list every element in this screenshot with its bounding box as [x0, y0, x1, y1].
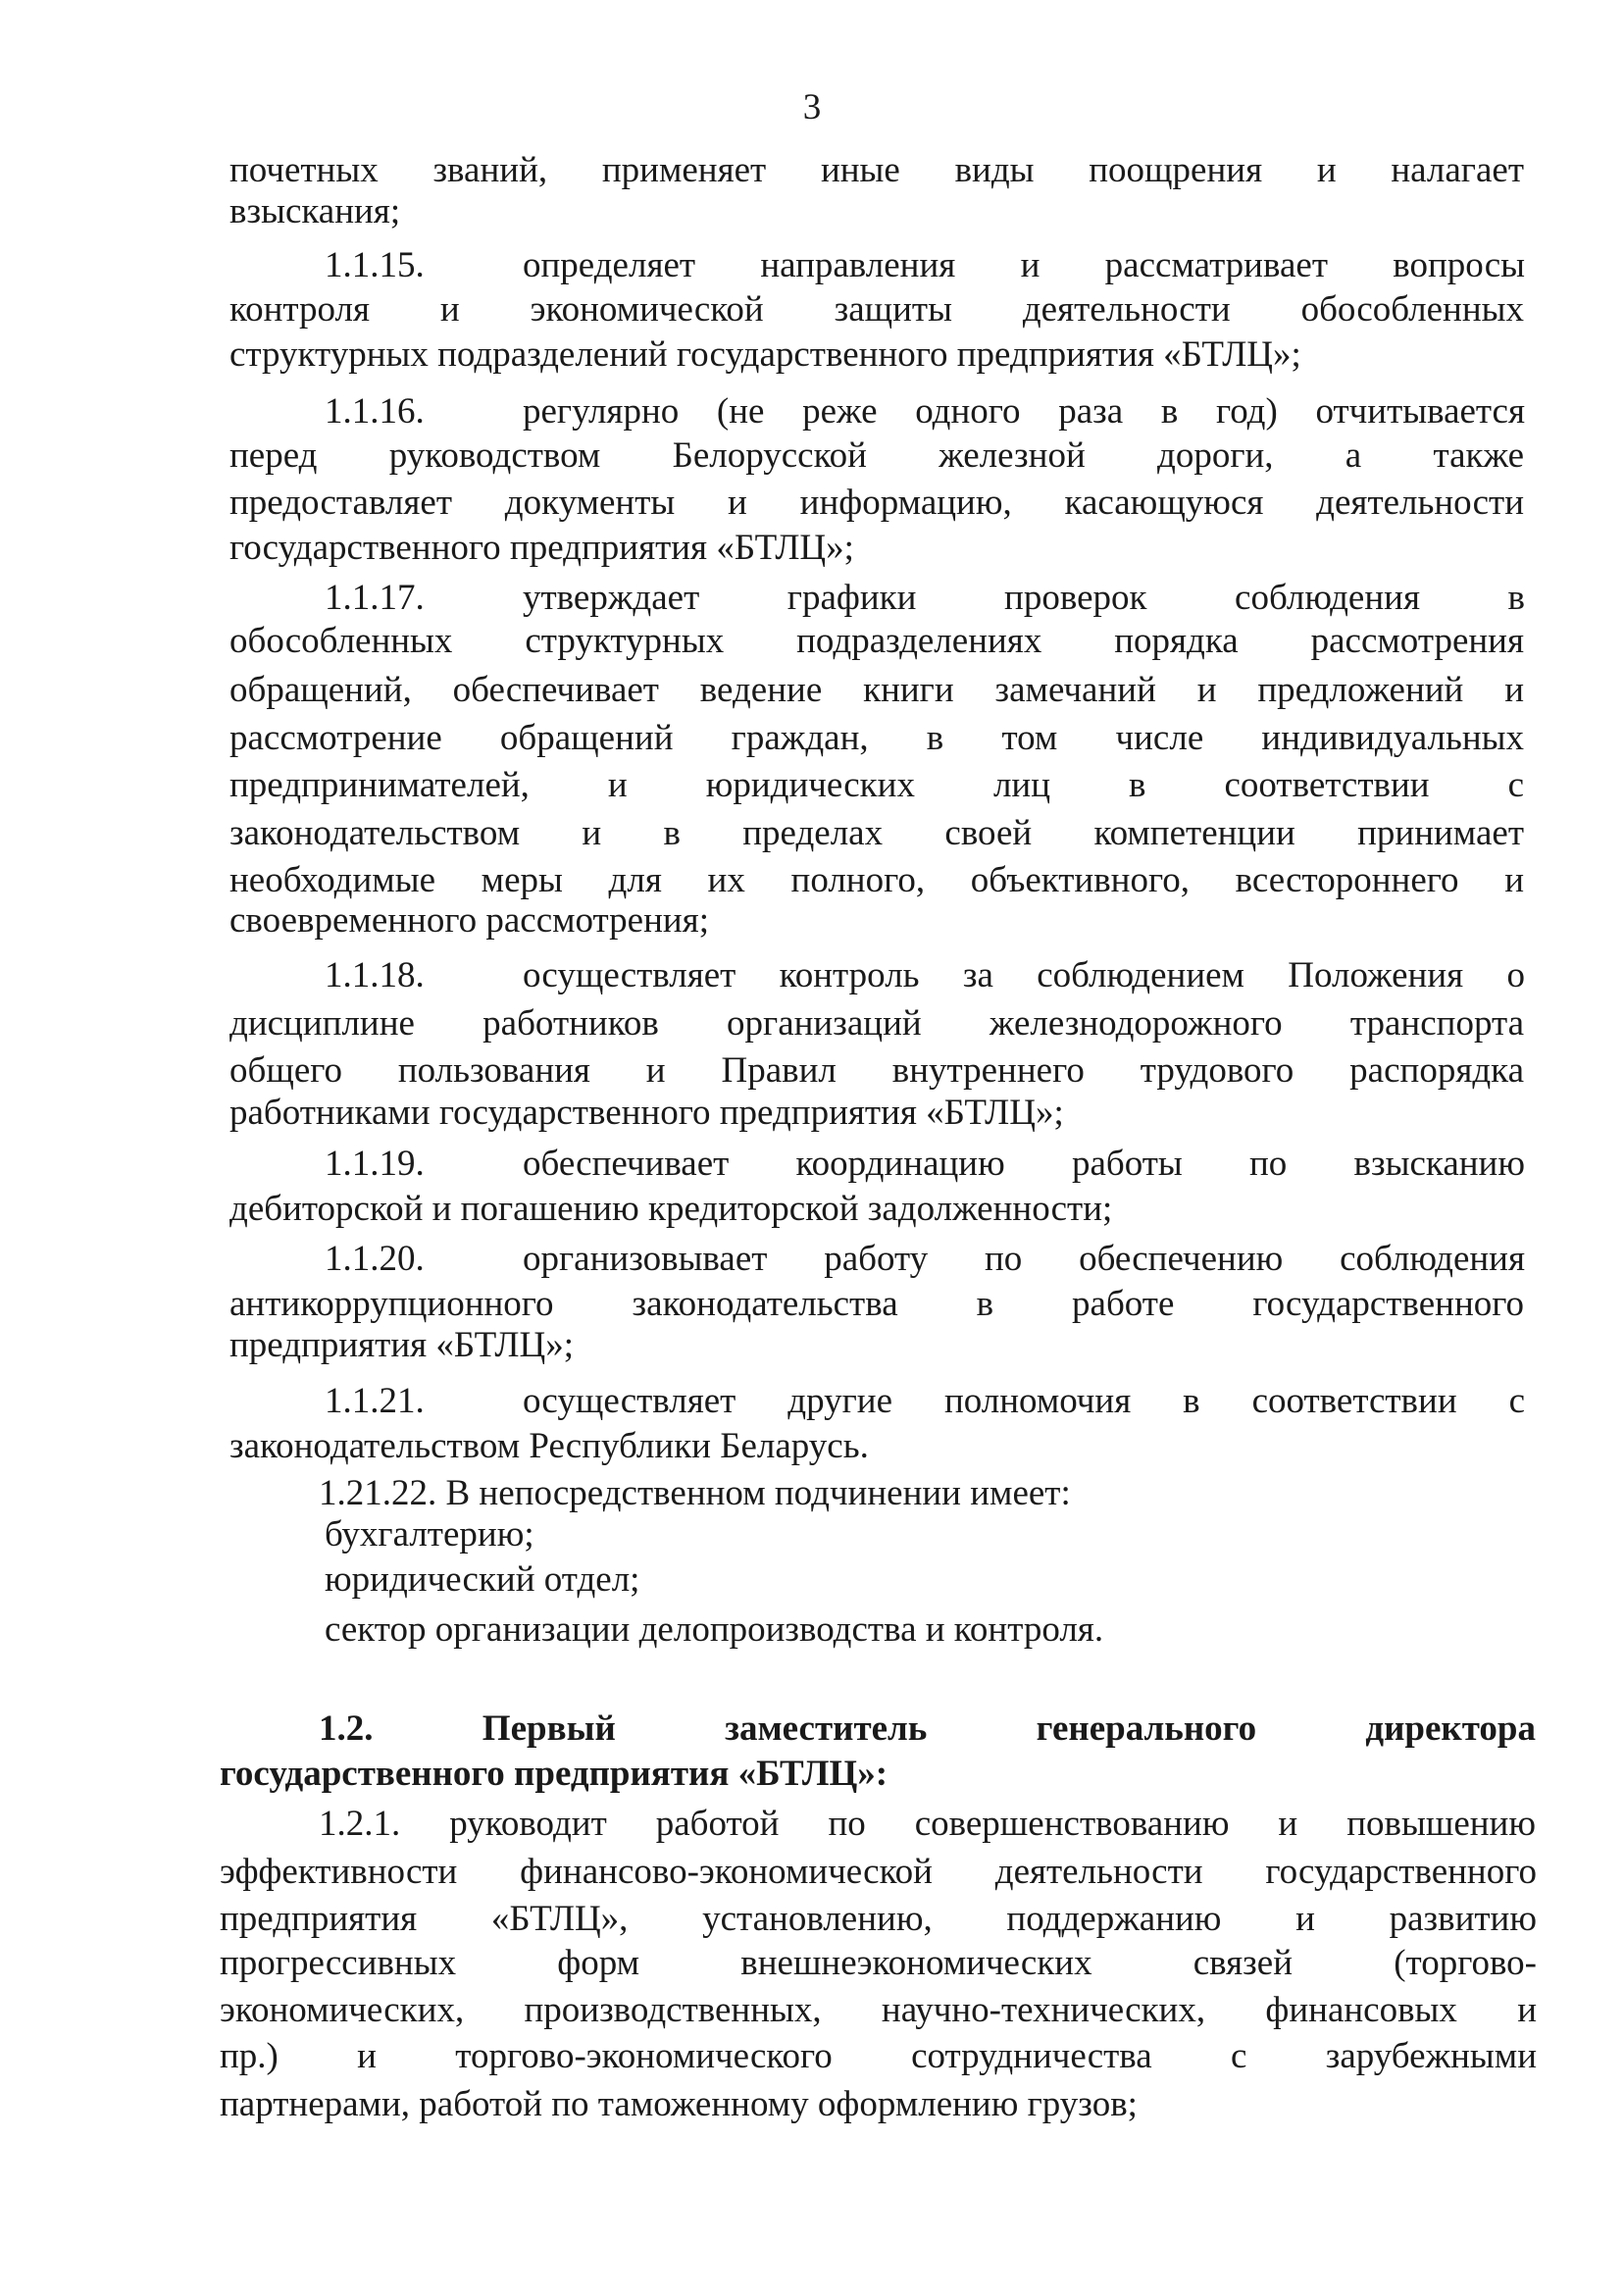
clause-number: 1.1.17. [325, 578, 425, 618]
text-line: работниками государственного предприятия «БТЛЦ»; [229, 1093, 1064, 1133]
text-line: общего пользования и Правил внутреннего трудового распорядка [229, 1050, 1524, 1091]
text-line: перед руководством Белорусской железной дороги, а также [229, 435, 1524, 476]
text-line: осуществляет другие полномочия в соответствии с [523, 1381, 1525, 1421]
clause-number: 1.1.21. [325, 1381, 425, 1421]
text-line: регулярно (не реже одного раза в год) отчитывается [523, 391, 1525, 432]
clause-number: 1.1.16. [325, 391, 425, 432]
text-line: предприятия «БТЛЦ», установлению, поддержанию и развитию [220, 1899, 1537, 1939]
text-line: предприятия «БТЛЦ»; [229, 1325, 575, 1365]
clause-number: 1.1.19. [325, 1144, 425, 1184]
text-line: дебиторской и погашению кредиторской задолженности; [229, 1189, 1113, 1229]
text-line: антикоррупционного законодательства в работе государственного [229, 1284, 1524, 1324]
text-line: законодательством и в пределах своей компетенции принимает [229, 813, 1524, 853]
text-line: осуществляет контроль за соблюдением Положения о [523, 955, 1525, 995]
text-line: эффективности финансово-экономической деятельности государственного [220, 1852, 1537, 1892]
clause-number: 1.1.20. [325, 1239, 425, 1279]
page-number: 3 [802, 87, 822, 127]
section-heading-line: государственного предприятия «БТЛЦ»: [220, 1754, 888, 1794]
text-line: организовывает работу по обеспечению соблюдения [523, 1239, 1525, 1279]
text-line: структурных подразделений государственного предприятия «БТЛЦ»; [229, 334, 1301, 375]
text-line: необходимые меры для их полного, объективного, всестороннего и [229, 860, 1524, 900]
clause-number: 1.1.15. [325, 245, 425, 285]
text-line: законодательством Республики Беларусь. [229, 1426, 869, 1466]
text-line: прогрессивных форм внешнеэкономических связей (торгово- [220, 1943, 1537, 1983]
section-heading-line: 1.2. Первый заместитель генерального директора [319, 1708, 1536, 1749]
text-line: обособленных структурных подразделениях порядка рассмотрения [229, 621, 1524, 661]
text-line: взыскания; [229, 191, 401, 231]
text-line: бухгалтерию; [325, 1514, 534, 1555]
text-line: контроля и экономической защиты деятельности обособленных [229, 289, 1524, 330]
text-line: рассмотрение обращений граждан, в том числе индивидуальных [229, 718, 1524, 758]
text-line: своевременного рассмотрения; [229, 900, 709, 941]
text-line: обеспечивает координацию работы по взысканию [523, 1144, 1525, 1184]
text-line: утверждает графики проверок соблюдения в [523, 578, 1525, 618]
text-line: пр.) и торгово-экономического сотрудничества с зарубежными [220, 2036, 1537, 2076]
clause-number: 1.1.18. [325, 955, 425, 995]
text-line: 1.21.22. В непосредственном подчинении имеет: [319, 1473, 1071, 1513]
text-line: дисциплине работников организаций железнодорожного транспорта [229, 1003, 1524, 1044]
text-line: сектор организации делопроизводства и контроля. [325, 1609, 1104, 1650]
text-line: обращений, обеспечивает ведение книги замечаний и предложений и [229, 670, 1524, 710]
text-line: партнерами, работой по таможенному оформлению грузов; [220, 2084, 1138, 2124]
text-line: предпринимателей, и юридических лиц в соответствии с [229, 765, 1524, 805]
text-line: экономических, производственных, научно-технических, финансовых и [220, 1990, 1537, 2030]
text-line: предоставляет документы и информацию, касающуюся деятельности [229, 483, 1524, 523]
text-line: государственного предприятия «БТЛЦ»; [229, 528, 854, 568]
text-line: юридический отдел; [325, 1559, 640, 1600]
text-line: 1.2.1. руководит работой по совершенствованию и повышению [319, 1804, 1536, 1844]
text-line: определяет направления и рассматривает вопросы [523, 245, 1525, 285]
text-line: почетных званий, применяет иные виды поощрения и налагает [229, 150, 1524, 190]
